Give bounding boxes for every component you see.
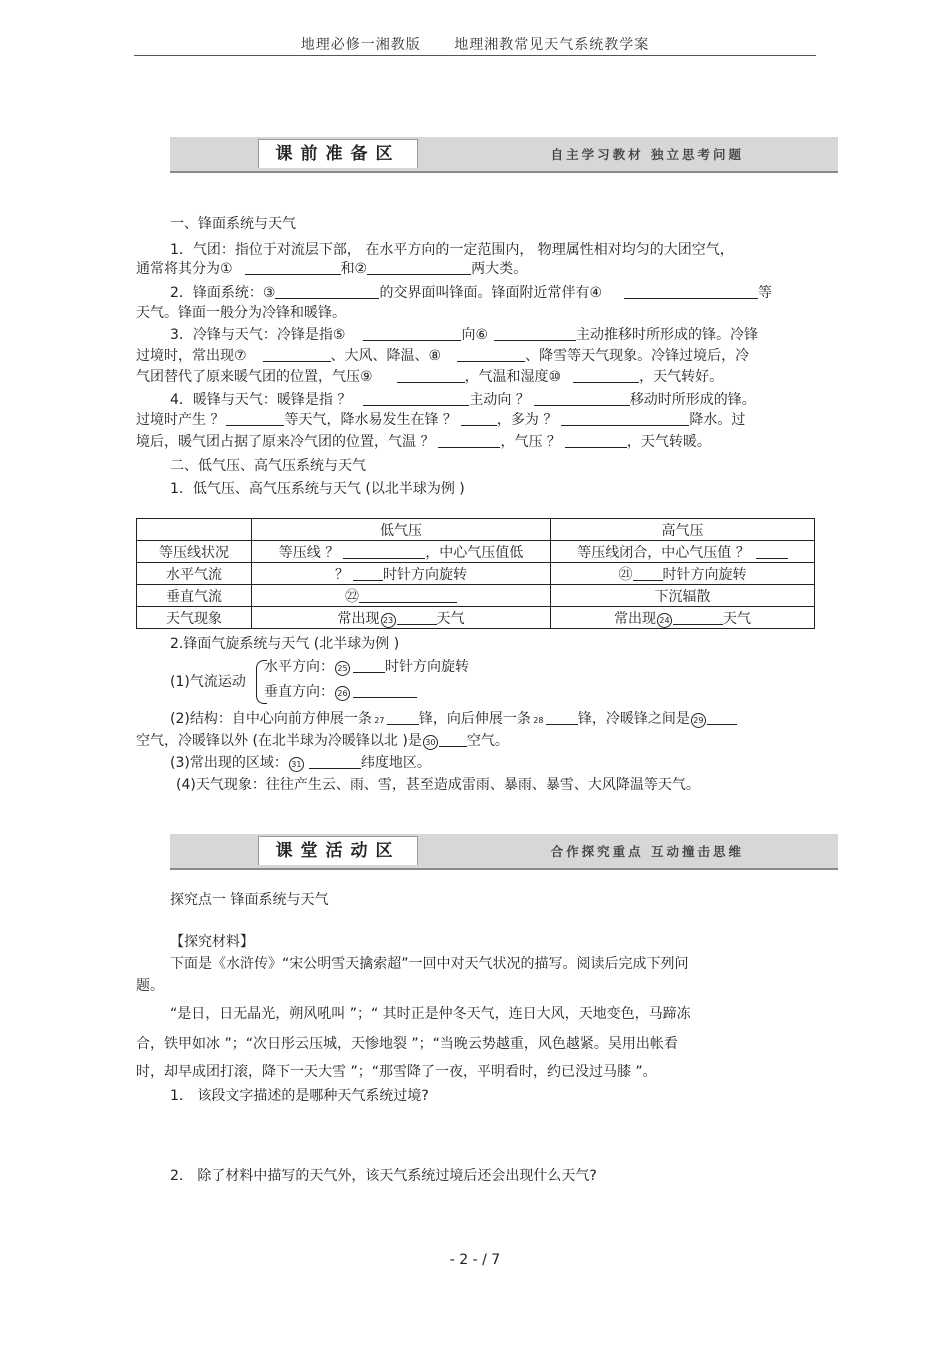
table-cell: ？ 时针方向旋转	[252, 563, 551, 585]
row-label: 垂直气流	[137, 585, 252, 607]
table-cell: 下沉辐散	[551, 585, 815, 607]
section-band-prep	[170, 137, 838, 173]
heading-cyclone: 2.锋面气旋系统与天气 (北半球为例 )	[170, 636, 400, 652]
para-weather: (4)天气现象：往往产生云、雨、雪，甚至造成雷雨、暴雨、暴雪、大风降温等天气。	[176, 777, 700, 793]
explore-title: 探究点一 锋面系统与天气	[170, 892, 329, 908]
para-cold-front-b: 过境时，常出现⑦ 、大风、降温、⑧ 、降雪等天气现象。冷锋过境后，冷	[136, 348, 750, 364]
band-title: 课堂活动区	[258, 836, 418, 865]
band-subtitle: 合作探究重点 互动撞击思维	[550, 844, 744, 859]
table-cell: ㉒	[252, 585, 551, 607]
para-warm-front-a: 4．暖锋与天气：暖锋是指 ？ 主动向 ？ 移动时所形成的锋。	[170, 392, 756, 408]
flow-label: (1)气流运动	[170, 674, 246, 690]
quote-line-c: 时，却早成团打滚，降下一天大雪 ”；“那雪降了一夜，平明看时，约已没过马膝 ”。	[136, 1064, 657, 1080]
explore-intro-b: 题。	[136, 978, 164, 994]
row-label: 水平气流	[137, 563, 252, 585]
question-2: 2． 除了材料中描写的天气外，该天气系统过境后还会出现什么天气?	[170, 1168, 597, 1184]
quote-line-a: “是日，日无晶光，朔风吼叫 ”；“ 其时正是仲冬天气，连日大风，天地变色，马蹄冻	[170, 1006, 691, 1022]
para-structure-b: 空气，冷暖锋以外 (在北半球为冷暖锋以北 )是 30 空气。	[136, 733, 509, 749]
para-front-b: 天气。锋面一般分为冷锋和暖锋。	[136, 305, 346, 321]
band-subtitle: 自主学习教材 独立思考问题	[550, 147, 744, 162]
band-title: 课前准备区	[258, 139, 418, 168]
heading-pressure-system: 二、低气压、高气压系统与天气	[170, 458, 366, 474]
para-air-mass-a: 1．气团：指位于对流层下部， 在水平方向的一定范围内， 物理属性相对均匀的大团空气，	[170, 242, 734, 258]
para-air-mass-b: 通常将其分为① 和② 两大类。	[136, 261, 528, 277]
row-label: 天气现象	[137, 607, 252, 629]
quote-line-b: 合，铁甲如冰 ”；“次日彤云压城，天惨地裂 ”；“当晚云势越重，风色越紧。吴用出帐看	[136, 1036, 678, 1052]
header-rule	[134, 55, 816, 56]
col-header-low: 低气压	[252, 519, 551, 541]
page-number: - 2 - / 7	[449, 1252, 501, 1268]
flow-vertical: 垂直方向： 26	[264, 682, 417, 702]
subheading-pressure: 1．低气压、高气压系统与天气 (以北半球为例 )	[170, 481, 465, 497]
table-cell: ㉑ 时针方向旋转	[551, 563, 815, 585]
explore-material-label: 【探究材料】	[170, 934, 254, 950]
table-cell: 等压线 ？ ，中心气压值低	[252, 541, 551, 563]
para-cold-front-c: 气团替代了原来暖气团的位置，气压⑨ ，气温和湿度⑩ ，天气转好。	[136, 369, 724, 385]
table-cell: 等压线闭合，中心气压值 ？	[551, 541, 815, 563]
para-warm-front-c: 境后，暖气团占据了原来冷气团的位置，气温 ？ ，气压 ？ ，天气转暖。	[136, 434, 711, 450]
para-front-a: 2．锋面系统：③ 的交界面叫锋面。锋面附近常伴有④ 等	[170, 285, 773, 301]
heading-front-system: 一、锋面系统与天气	[170, 216, 296, 232]
col-header-high: 高气压	[551, 519, 815, 541]
flow-horizontal: 水平方向： 25 时针方向旋转	[264, 659, 469, 675]
row-label: 等压线状况	[137, 541, 252, 563]
para-warm-front-b: 过境时产生 ？ 等天气，降水易发生在锋 ？ ，多为 ？ 降水。过	[136, 412, 746, 428]
para-cold-front-a: 3．冷锋与天气：冷锋是指⑤ 向⑥ 主动推移时所形成的锋。冷锋	[170, 327, 759, 343]
pressure-table	[136, 518, 815, 629]
section-band-class	[170, 834, 838, 870]
table-cell: 常出现 23 天气	[252, 607, 551, 629]
table-cell: 常出现 24 天气	[551, 607, 815, 629]
table-row	[137, 585, 815, 607]
para-structure-a: (2)结构：自中心向前方伸展一条 27 锋，向后伸展一条 28 锋，冷暖锋之间是 29	[170, 709, 737, 729]
para-region: (3)常出现的区域： 31 纬度地区。	[170, 755, 431, 771]
header-right: 地理湘教常见天气系统教学案	[454, 37, 650, 53]
explore-intro-a: 下面是《水浒传》“宋公明雪天擒索超”一回中对天气状况的描写。阅读后完成下列问	[170, 956, 689, 972]
table-row	[137, 563, 815, 585]
header-left: 地理必修一湘教版	[300, 37, 421, 53]
running-header	[0, 34, 950, 54]
table-row	[137, 541, 815, 563]
table-row	[137, 607, 815, 629]
table-row	[137, 519, 815, 541]
question-1: 1． 该段文字描述的是哪种天气系统过境?	[170, 1088, 429, 1104]
